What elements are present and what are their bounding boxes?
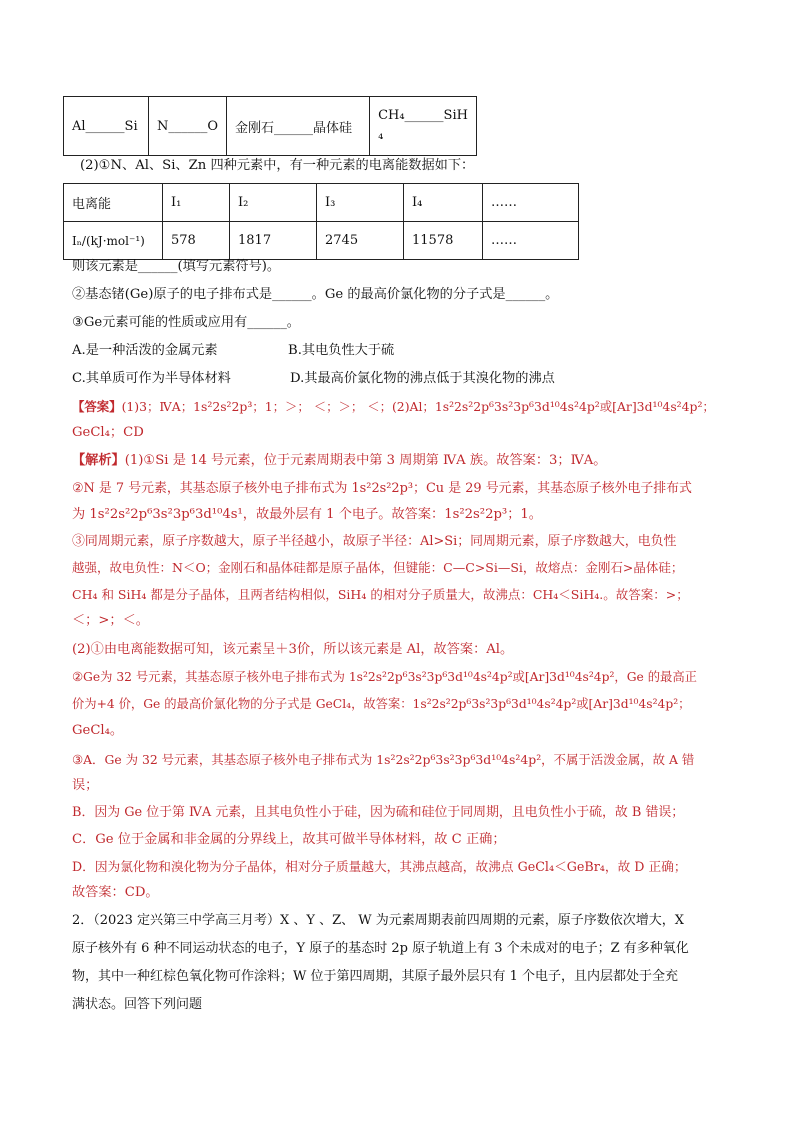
answer-label: 【答案】 bbox=[72, 399, 122, 414]
ion-value-i3: 2745 bbox=[317, 222, 404, 260]
analysis-line-15: C．Ge 位于金属和非金属的分界线上，故其可做半导体材料，故 C 正确； bbox=[72, 832, 506, 847]
ion-row-label: Iₙ/(kJ·mol⁻¹) bbox=[64, 222, 163, 260]
question-line-2: ②基态锗(Ge)原子的电子排布式是______。Ge 的最高价氯化物的分子式是______。 bbox=[72, 287, 559, 302]
analysis-line-6: CH₄ 和 SiH₄ 都是分子晶体，且两者结构相似，SiH₄ 的相对分子质量大，故沸点：CH₄＜SiH₄.。故答案：>； bbox=[72, 587, 689, 602]
option-c: C.其单质可作为半导体材料 bbox=[72, 371, 231, 386]
ion-header-label: 电离能 bbox=[64, 184, 163, 222]
analysis-line-11: GeCl₄。 bbox=[72, 723, 124, 738]
option-b: B.其电负性大于硫 bbox=[288, 343, 395, 358]
question-line-3: ③Ge元素可能的性质或应用有______。 bbox=[72, 315, 300, 330]
analysis-label: 【解析】 bbox=[72, 453, 125, 468]
analysis-line-4: ③同周期元素，原子序数越大，原子半径越小，故原子半径：Al>Si；同周期元素，原子序数越大，电负性 bbox=[72, 534, 677, 549]
analysis-line-12: ③A．Ge 为 32 号元素，其基态原子核外电子排布式为 1s²2s²2p⁶3s²3p⁶3d¹⁰4s²4p²，不属于活泼金属，故 A 错 bbox=[72, 752, 695, 767]
analysis-line-9: ②Ge为 32 号元素，其基态原子核外电子排布式为 1s²2s²2p⁶3s²3p⁶3d¹⁰4s²4p²或[Ar]3d¹⁰4s²4p²，Ge 的最高正 bbox=[72, 670, 697, 684]
analysis-line-8: (2)①由电离能数据可知，该元素呈＋3价，所以该元素是 Al，故答案：Al。 bbox=[72, 642, 514, 657]
compare-cell-ch4-sih4: CH₄______SiH ₄ bbox=[370, 97, 477, 156]
next-question-line-2: 原子核外有 6 种不同运动状态的电子，Y 原子的基态时 2p 原子轨道上有 3 个未成对的电子；Z 有多种氧化 bbox=[72, 941, 689, 956]
compare-cell-n-o: N______O bbox=[149, 97, 227, 156]
ionization-table bbox=[63, 183, 579, 260]
next-question-line-4: 满状态。回答下列问题 bbox=[72, 997, 203, 1012]
ion-header-more: …… bbox=[483, 184, 579, 222]
answer-text: (1)3；ⅣA；1s²2s²2p³；1；＞； ＜；＞； ＜；(2)Al；1s²2s²2p⁶3s²3p⁶3d¹⁰4s²4p²或[Ar]3d¹⁰4s²4p²； bbox=[121, 399, 715, 414]
analysis-line-13: 误； bbox=[72, 778, 99, 793]
ion-header-i2: I₂ bbox=[230, 184, 317, 222]
comparison-table bbox=[63, 96, 477, 156]
next-question-line-3: 物，其中一种红棕色氧化物可作涂料；W 位于第四周期，其原子最外层只有 1 个电子，且内层都处于全充 bbox=[72, 969, 679, 984]
option-a: A.是一种活泼的金属元素 bbox=[72, 343, 218, 358]
analysis-line-17: 故答案：CD。 bbox=[72, 885, 159, 900]
analysis-line-7: ＜；>；＜。 bbox=[72, 613, 149, 628]
compare-cell-al-si: Al______Si bbox=[64, 97, 149, 156]
ion-header-i3: I₃ bbox=[317, 184, 404, 222]
answer-line-1 bbox=[72, 398, 715, 416]
option-d: D.其最高价氯化物的沸点低于其溴化物的沸点 bbox=[290, 371, 555, 386]
analysis-line-2: ②N 是 7 号元素，其基态原子核外电子排布式为 1s²2s²2p³；Cu 是 29 号元素，其基态原子核外电子排布式 bbox=[72, 481, 692, 496]
analysis-text-1: (1)①Si 是 14 号元素，位于元素周期表中第 3 周期第 ⅣA 族。故答案：3；ⅣA。 bbox=[124, 453, 607, 468]
ion-header-i1: I₁ bbox=[163, 184, 230, 222]
q2-intro: (2)①N、Al、Si、Zn 四种元素中，有一种元素的电离能数据如下： bbox=[80, 158, 475, 173]
analysis-line-5: 越强，故电负性：N＜O；金刚石和晶体硅都是原子晶体，但键能：C—C>Si—Si，故熔点：金刚石>晶体硅； bbox=[72, 560, 684, 575]
analysis-line-1 bbox=[72, 452, 607, 470]
ion-value-i1: 578 bbox=[163, 222, 230, 260]
ion-header-i4: I₄ bbox=[404, 184, 483, 222]
answer-line-2: GeCl₄；CD bbox=[72, 425, 144, 440]
question-line-1: 则该元素是______(填写元素符号)。 bbox=[72, 259, 281, 274]
analysis-line-3: 为 1s²2s²2p⁶3s²3p⁶3d¹⁰4s¹，故最外层有 1 个电子。故答案：1s²2s²2p³；1。 bbox=[72, 507, 542, 522]
ion-value-i2: 1817 bbox=[230, 222, 317, 260]
analysis-line-16: D．因为氯化物和溴化物为分子晶体，相对分子质量越大，其沸点越高，故沸点 GeCl₄＜GeBr₄，故 D 正确； bbox=[72, 859, 687, 874]
ion-value-more: …… bbox=[483, 222, 579, 260]
compare-cell-diamond-si: 金刚石______晶体硅 bbox=[227, 97, 370, 156]
next-question-line-1: 2．（2023 定兴第三中学高三月考）X 、Y 、Z、 W 为元素周期表前四周期的元素，原子序数依次增大，X bbox=[72, 913, 685, 928]
analysis-line-10: 价为+4 价，Ge 的最高价氯化物的分子式是 GeCl₄，故答案：1s²2s²2p⁶3s²3p⁶3d¹⁰4s²4p²或[Ar]3d¹⁰4s²4p²； bbox=[72, 697, 691, 711]
ion-value-i4: 11578 bbox=[404, 222, 483, 260]
analysis-line-14: B．因为 Ge 位于第 ⅣA 元素，且其电负性小于硅，因为硫和硅位于同周期，且电负性小于硫，故 B 错误； bbox=[72, 805, 685, 820]
